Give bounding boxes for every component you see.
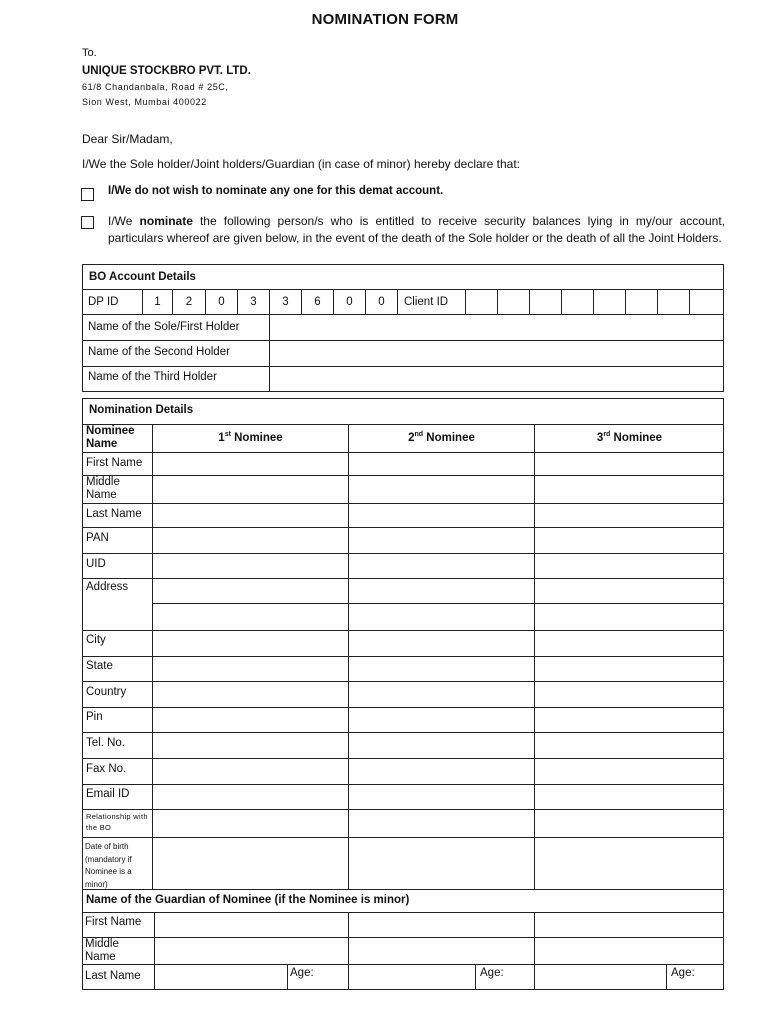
first-holder-label: Name of the Sole/First Holder: [88, 321, 240, 333]
nominate-label: [108, 213, 725, 247]
form-title: NOMINATION FORM: [311, 11, 459, 28]
bo-account-heading: BO Account Details: [89, 271, 196, 283]
nominee-2-suffix: nd: [414, 431, 424, 438]
row-pin: Pin: [86, 711, 103, 723]
guardian-2-fields[interactable]: [349, 913, 534, 989]
second-holder-field[interactable]: [270, 341, 722, 366]
guardian-last-name: Last Name: [85, 970, 141, 982]
nominate-rest: the following person/s who is entitled to receive security balances lying in my/our account, particulars whereof are given below, in the event of the death of the Sole holder or the death of all the Joint Holders.: [108, 214, 725, 245]
nominee-1-num: 1: [218, 431, 225, 444]
nominate-checkbox[interactable]: [81, 216, 94, 229]
greeting: Dear Sir/Madam,: [82, 132, 173, 146]
nominee-3-num: 3: [596, 431, 604, 444]
nominee-1-label: Nominee: [234, 431, 283, 444]
row-email: Email ID: [86, 788, 130, 800]
row-uid: UID: [86, 558, 106, 570]
company-address-line2: Sion West, Mumbai 400022: [82, 97, 207, 107]
row-first-name: First Name: [86, 457, 143, 469]
dp-id-digit[interactable]: 1: [154, 296, 161, 308]
dp-id-digit[interactable]: 0: [346, 296, 353, 308]
nominee-2-header: [349, 431, 534, 444]
dp-id-digit[interactable]: 0: [218, 296, 225, 308]
nominate-bold: nominate: [139, 214, 193, 228]
nominee-3-suffix: rd: [603, 431, 611, 438]
nominee-3-fields[interactable]: [535, 453, 723, 889]
nominee-1-suffix: st: [224, 431, 231, 438]
row-city: City: [86, 634, 106, 646]
guardian-heading: Name of the Guardian of Nominee (if the Nominee is minor): [86, 894, 410, 906]
guardian-3-fields[interactable]: [535, 913, 723, 989]
guardian-3-age-label: Age:: [671, 967, 695, 979]
nomination-heading: Nomination Details: [89, 404, 194, 416]
guardian-first-name: First Name: [85, 916, 142, 928]
row-middle-name: Middle Name: [86, 476, 120, 501]
guardian-1-age-label: Age:: [290, 967, 314, 979]
guardian-2-age-label: Age:: [480, 967, 504, 979]
row-country: Country: [86, 686, 127, 698]
nominee-3-label: Nominee: [613, 431, 663, 444]
row-dob: Date of birth (mandatory if Nominee is a minor): [85, 842, 132, 889]
row-relationship: Relationship with the BO: [86, 812, 148, 832]
third-holder-label: Name of the Third Holder: [88, 371, 217, 383]
nominee-2-fields[interactable]: [349, 453, 534, 889]
nominee-1-fields[interactable]: [153, 453, 348, 889]
row-pan: PAN: [86, 532, 109, 544]
no-nominee-label: I/We do not wish to nominate any one for this demat account.: [108, 185, 444, 197]
row-address: Address: [86, 581, 129, 593]
to-label: To.: [82, 47, 97, 59]
guardian-1-fields[interactable]: [155, 913, 348, 989]
dp-id-label: DP ID: [88, 296, 119, 308]
client-id-label: Client ID: [404, 296, 449, 308]
second-holder-label: Name of the Second Holder: [88, 346, 230, 358]
guardian-middle-name: Middle Name: [85, 938, 119, 963]
nominee-2-num: 2: [408, 431, 415, 444]
company-name: UNIQUE STOCKBRO PVT. LTD.: [82, 65, 251, 77]
dp-id-digit[interactable]: 6: [314, 296, 321, 308]
nominate-prefix: I/We: [108, 214, 140, 228]
row-last-name: Last Name: [86, 508, 142, 520]
no-nominee-checkbox[interactable]: [81, 188, 94, 201]
company-address-line1: 61/8 Chandanbala, Road # 25C,: [82, 82, 229, 92]
row-tel: Tel. No.: [86, 737, 125, 749]
row-state: State: [86, 660, 113, 672]
dp-id-digit[interactable]: 3: [250, 296, 257, 308]
dp-id-digit[interactable]: 2: [185, 296, 193, 308]
nominee-3-header: [535, 431, 724, 444]
third-holder-field[interactable]: [270, 367, 722, 391]
nominee-1-header: [153, 431, 348, 444]
row-fax: Fax No.: [86, 763, 127, 775]
nominee-name-header: Nominee Name: [86, 425, 135, 450]
dp-id-digit[interactable]: 3: [282, 296, 289, 308]
dp-id-digit[interactable]: 0: [378, 296, 385, 308]
declaration-text: I/We the Sole holder/Joint holders/Guardian (in case of minor) hereby declare that:: [82, 157, 521, 171]
nominee-2-label: Nominee: [426, 431, 475, 444]
first-holder-field[interactable]: [270, 315, 722, 340]
